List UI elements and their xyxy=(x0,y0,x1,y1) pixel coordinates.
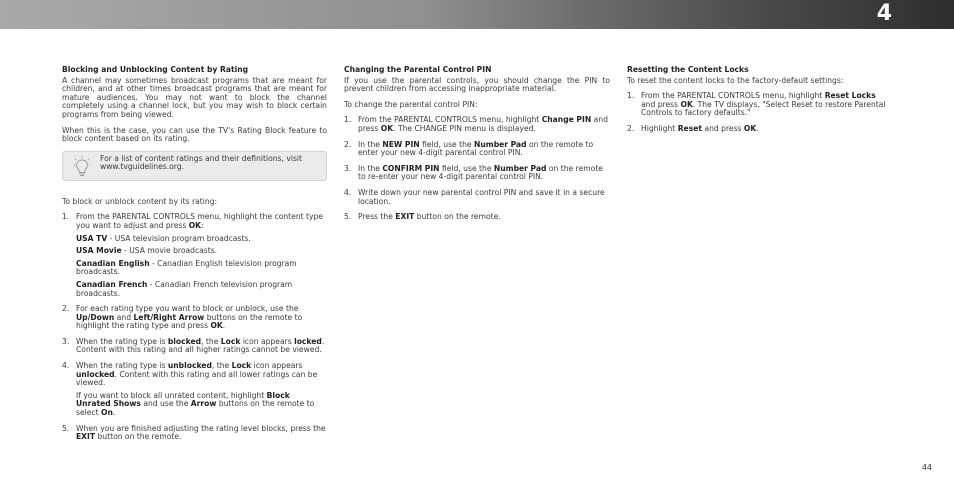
step-number: 1. xyxy=(62,212,70,222)
column-reset-locks xyxy=(627,66,892,141)
content-type-canadian-french: Canadian French - Canadian French television program broadcasts. xyxy=(76,279,293,298)
steps-list xyxy=(344,116,610,221)
header-bar xyxy=(0,0,954,29)
step-number: 5. xyxy=(344,212,352,222)
section-heading-rating: Blocking and Unblocking Content by Rating xyxy=(62,65,249,74)
paragraph: When this is the case, you can use the TV's Rating Block feature to block content based on its rating. xyxy=(62,125,327,144)
column-rating-block xyxy=(62,66,327,449)
list-item: 5. Press the EXIT button on the remote. xyxy=(344,212,501,222)
list-item: 4. Write down your new parental control PIN and save it in a secure location. xyxy=(344,187,605,206)
list-item: 4. When the rating type is unblocked, the Lock icon appears unlocked. Content with this rating and all lower ratings can be viewed. If you want to block all unrated content, highlight Block Unrated Shows and use the Arrow buttons on the remote to select On. xyxy=(62,362,327,418)
content-type-usa-movie: USA Movie - USA movie broadcasts. xyxy=(76,246,218,256)
step-number: 3. xyxy=(344,163,352,173)
paragraph: If you use the parental controls, you should change the PIN to prevent children from accessing inappropriate material. xyxy=(344,75,610,94)
section-heading-reset-locks: Resetting the Content Locks xyxy=(627,65,749,74)
steps-list xyxy=(62,213,327,441)
steps-intro: To reset the content locks to the factory-default settings: xyxy=(627,75,844,85)
lightbulb-icon xyxy=(73,156,91,178)
step-number: 2. xyxy=(627,123,635,133)
list-item: 1. From the PARENTAL CONTROLS menu, highlight the content type you want to adjust and press OK: USA TV - USA television program broadcasts. USA Movie - USA movie broadcasts. Canadian English - Canadian English television program broadcasts. Canadian French - Canadian French television program broadcasts. xyxy=(62,213,327,298)
content-type-usa-tv: USA TV - USA television program broadcasts. xyxy=(76,233,251,243)
step-number: 2. xyxy=(344,139,352,149)
step-number: 4. xyxy=(344,187,352,197)
step-number: 1. xyxy=(627,91,635,101)
list-item: 5. When you are finished adjusting the rating level blocks, press the EXIT button on the remote. xyxy=(62,423,326,442)
list-item: 1. From the PARENTAL CONTROLS menu, highlight Change PIN and press OK. The CHANGE PIN menu is displayed. xyxy=(344,115,608,133)
unrated-note: If you want to block all unrated content, highlight Block Unrated Shows and use the Arrow buttons on the remote to select On. xyxy=(76,390,315,418)
page-number: 44 xyxy=(921,463,932,472)
tip-box xyxy=(62,151,327,181)
step-number: 4. xyxy=(62,361,70,371)
chapter-number: 4 xyxy=(876,1,892,26)
list-item: 3. When the rating type is blocked, the Lock icon appears locked. Content with this rating and all higher ratings cannot be viewed. xyxy=(62,336,325,355)
tip-text: For a list of content ratings and their definitions, visit www.tvguidelines.org. xyxy=(100,153,302,172)
list-item: 2. For each rating type you want to block or unblock, use the Up/Down and Left/Right Arrow buttons on the remote to highlight the rating type and press OK. xyxy=(62,304,303,331)
column-change-pin xyxy=(344,66,610,229)
steps-intro: To change the parental control PIN: xyxy=(344,99,478,109)
step-number: 3. xyxy=(62,336,70,346)
steps-list xyxy=(627,92,892,133)
step-number: 5. xyxy=(62,423,70,433)
content-type-canadian-english: Canadian English - Canadian English television program broadcasts. xyxy=(76,258,297,277)
steps-intro: To block or unblock content by its rating: xyxy=(62,196,218,206)
paragraph: A channel may sometimes broadcast programs that are meant for children, and at other times broadcast programs that are meant for mature audiences. You may not want to block the channel completely using a channel lock, but you may wish to block certain programs from being viewed. xyxy=(62,75,327,119)
list-item: 2. Highlight Reset and press OK. xyxy=(627,123,759,133)
section-heading-change-pin: Changing the Parental Control PIN xyxy=(344,65,492,74)
list-item: 3. In the CONFIRM PIN field, use the Number Pad on the remote to re-enter your new 4-digit parental control PIN. xyxy=(344,163,603,182)
list-item: 1. From the PARENTAL CONTROLS menu, highlight Reset Locks and press OK. The TV displays, "Select Reset to restore Parental Controls to factory defaults." xyxy=(627,91,886,118)
step-number: 2. xyxy=(62,304,70,314)
list-item: 2. In the NEW PIN field, use the Number Pad on the remote to enter your new 4-digit parental control PIN. xyxy=(344,139,594,158)
step-number: 1. xyxy=(344,115,352,125)
